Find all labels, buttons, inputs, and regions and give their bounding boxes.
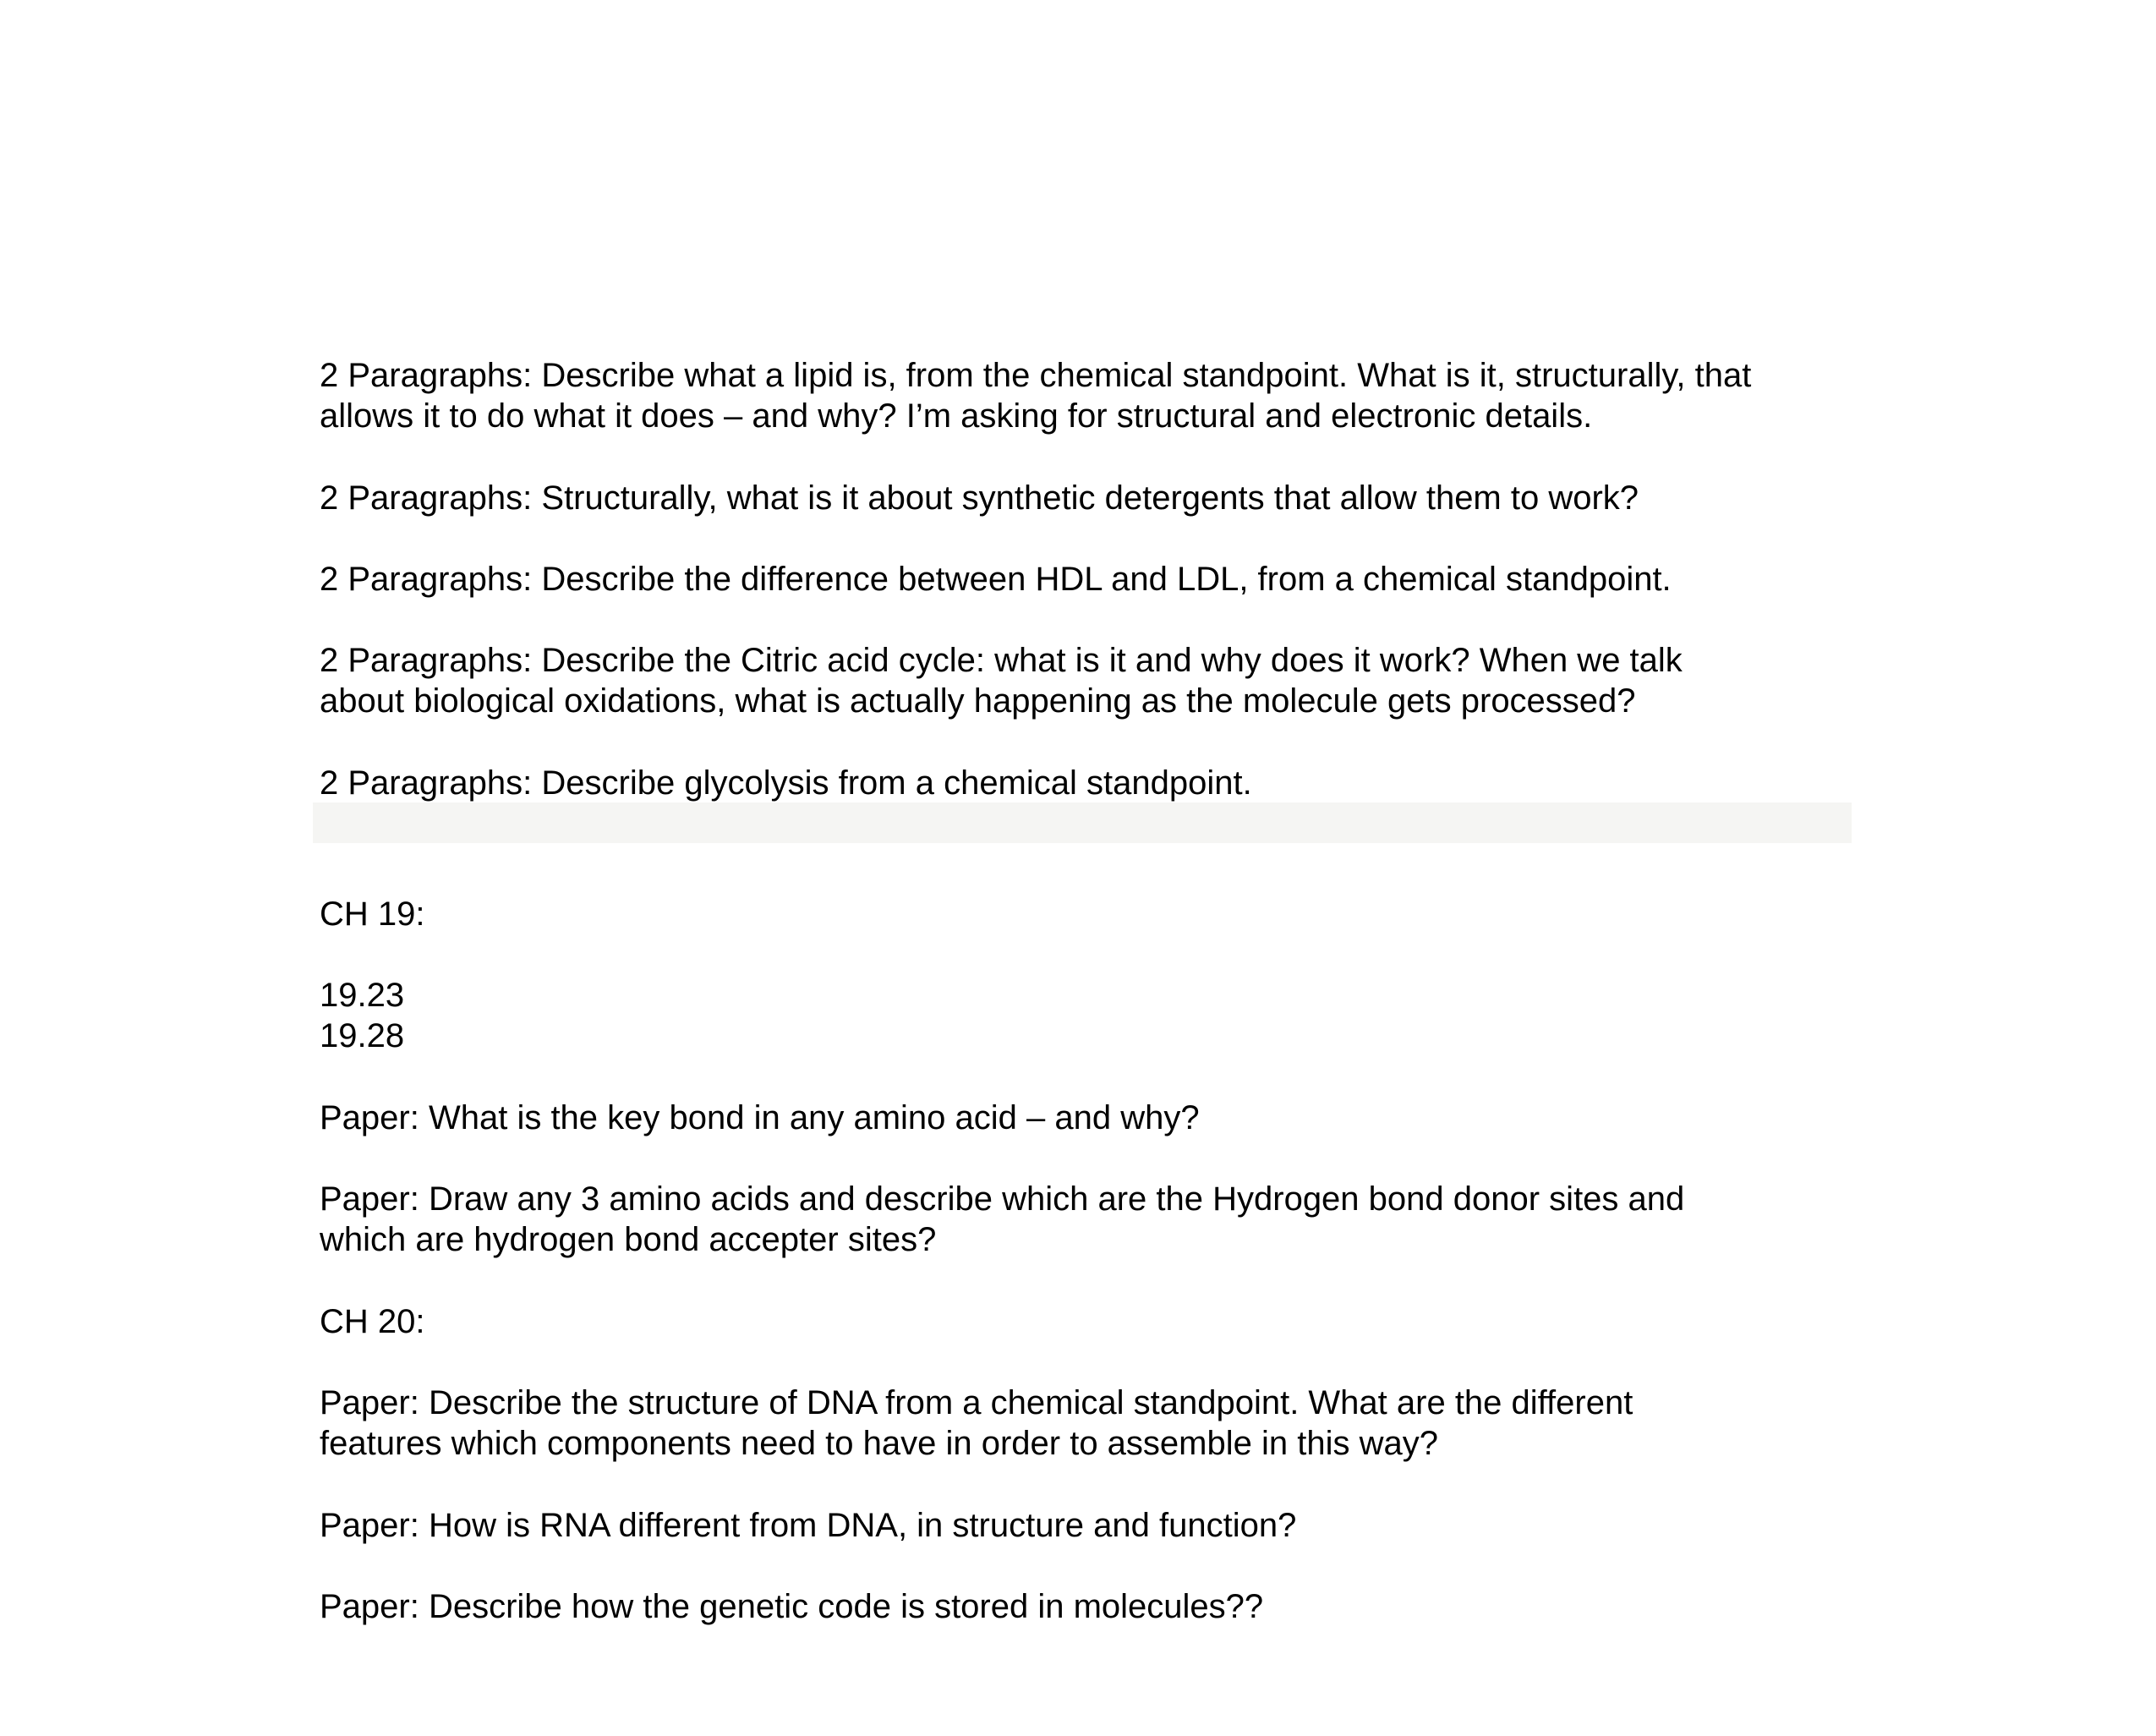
ch19-heading: CH 19: bbox=[320, 895, 425, 933]
rna-dna-question: Paper: How is RNA different from DNA, in structure and function? bbox=[320, 1507, 1297, 1544]
shaded-blank-band bbox=[313, 802, 1852, 843]
dna-structure-question-line-2: features which components need to have in order to assemble in this way? bbox=[320, 1425, 1438, 1462]
citric-acid-question-line-2: about biological oxidations, what is actually happening as the molecule gets processed? bbox=[320, 682, 1636, 720]
amino-acid-bond-question: Paper: What is the key bond in any amino acid – and why? bbox=[320, 1099, 1200, 1136]
hdl-ldl-question: 2 Paragraphs: Describe the difference between HDL and LDL, from a chemical standpoint. bbox=[320, 561, 1672, 598]
detergent-question: 2 Paragraphs: Structurally, what is it about synthetic detergents that allow them to work? bbox=[320, 479, 1639, 517]
glycolysis-question: 2 Paragraphs: Describe glycolysis from a chemical standpoint. bbox=[320, 764, 1252, 802]
citric-acid-question-line-1: 2 Paragraphs: Describe the Citric acid cycle: what is it and why does it work? When we talk bbox=[320, 642, 1683, 679]
genetic-code-question: Paper: Describe how the genetic code is stored in molecules?? bbox=[320, 1588, 1264, 1625]
dna-structure-question-line-1: Paper: Describe the structure of DNA from a chemical standpoint. What are the different bbox=[320, 1384, 1633, 1421]
hydrogen-bond-question-line-1: Paper: Draw any 3 amino acids and describe which are the Hydrogen bond donor sites and bbox=[320, 1180, 1685, 1218]
ch20-heading: CH 20: bbox=[320, 1303, 425, 1340]
ch19-problem-2: 19.28 bbox=[320, 1017, 405, 1054]
lipid-question-line-2: allows it to do what it does – and why? I’m asking for structural and electronic details. bbox=[320, 397, 1593, 435]
lipid-question-line-1: 2 Paragraphs: Describe what a lipid is, from the chemical standpoint. What is it, structurally, that bbox=[320, 357, 1752, 394]
ch19-problem-1: 19.23 bbox=[320, 977, 405, 1014]
hydrogen-bond-question-line-2: which are hydrogen bond accepter sites? bbox=[320, 1221, 937, 1258]
